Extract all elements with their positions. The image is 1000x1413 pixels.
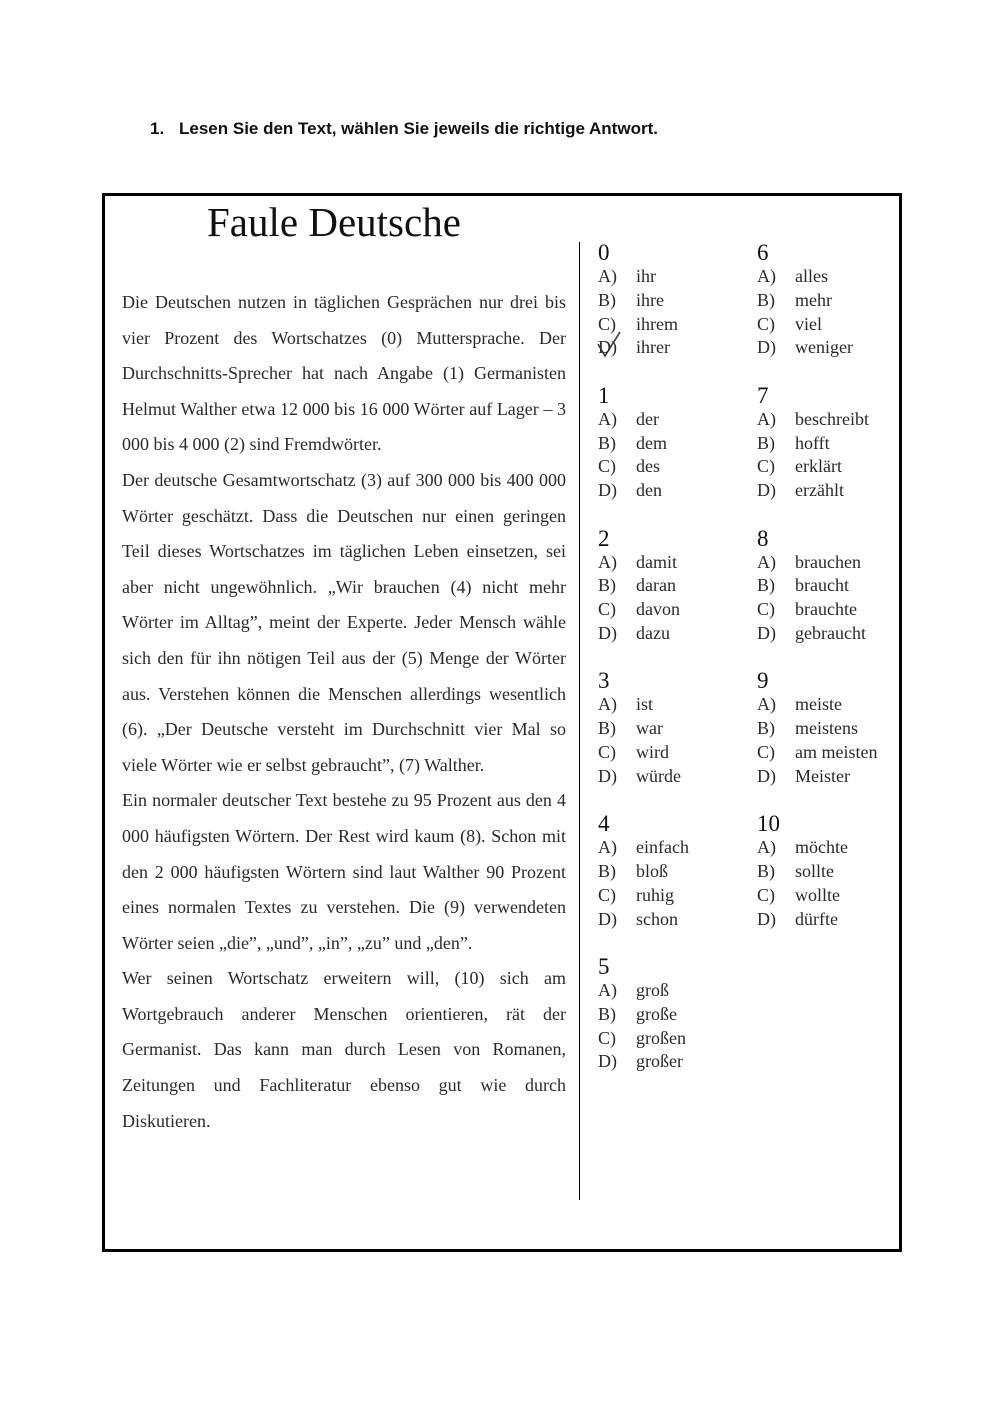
question-number: 10 [757, 811, 780, 837]
option-letter: B) [598, 718, 616, 739]
answer-option[interactable] [757, 289, 877, 313]
option-text: dürfte [795, 908, 838, 929]
answer-option[interactable] [598, 265, 689, 289]
option-text: braucht [795, 575, 849, 596]
answer-option[interactable] [757, 836, 877, 860]
question-9 [757, 668, 877, 811]
answer-option[interactable] [757, 693, 877, 717]
answer-option[interactable] [598, 860, 689, 884]
question-number: 2 [598, 525, 610, 551]
question-4 [598, 811, 689, 954]
questions-right-column [757, 240, 877, 954]
answer-option[interactable] [757, 551, 877, 575]
option-text: den [636, 480, 662, 501]
option-letter: C) [598, 741, 616, 762]
answer-option[interactable] [598, 313, 689, 337]
option-letter: B) [598, 289, 616, 310]
column-divider [579, 242, 580, 1200]
option-letter: D) [598, 1051, 617, 1072]
answer-option[interactable] [757, 313, 877, 337]
option-letter: A) [757, 551, 776, 572]
option-text: meiste [795, 694, 842, 715]
option-letter: A) [757, 837, 776, 858]
questions-left-column [598, 240, 689, 1097]
answer-option[interactable] [757, 408, 877, 432]
option-letter: C) [598, 1027, 616, 1048]
answer-option[interactable] [598, 479, 689, 503]
option-letter: C) [757, 313, 775, 334]
answer-option[interactable] [598, 598, 689, 622]
option-text: schon [636, 908, 678, 929]
instruction-number: 1. [150, 119, 165, 138]
question-7 [757, 383, 877, 526]
answer-option[interactable] [598, 836, 689, 860]
option-letter: A) [598, 694, 617, 715]
option-letter: C) [757, 884, 775, 905]
option-letter: B) [757, 860, 775, 881]
option-letter: B) [598, 1003, 616, 1024]
question-6 [757, 240, 877, 383]
question-10 [757, 811, 877, 954]
option-letter: B) [757, 289, 775, 310]
question-number: 3 [598, 668, 610, 694]
answer-option[interactable] [598, 432, 689, 456]
option-text: großer [636, 1051, 683, 1072]
answer-option[interactable] [757, 598, 877, 622]
answer-option[interactable] [598, 551, 689, 575]
option-text: sollte [795, 860, 834, 881]
option-letter: C) [757, 599, 775, 620]
article-text [122, 285, 566, 1139]
article-paragraph: Der deutsche Gesamtwortschatz (3) auf 300 000 bis 400 000 Wörter geschätzt. Dass die Deutschen nur einen geringen Teil dieses Wortschatzes im täglichen Leben einsetzen, sei aber nicht ungewöhnlich. „Wir brauchen (4) nicht mehr Wörter im Alltag”, meint der Experte. Jeder Mensch wähle sich den für ihn nötigen Teil aus der (5) Menge der Wörter aus. Verstehen können die Menschen allerdings wesentlich (6). „Der Deutsche versteht im Durchschnitt vier Mal so viele Wörter wie er selbst gebraucht”, (7) Walther. [122, 469, 566, 775]
instruction [150, 119, 658, 139]
question-3 [598, 668, 689, 811]
option-letter: A) [598, 979, 617, 1000]
question-number: 4 [598, 811, 610, 837]
question-number: 0 [598, 240, 610, 265]
answer-option[interactable] [598, 741, 689, 765]
answer-option[interactable] [598, 1050, 689, 1074]
answer-option[interactable] [598, 289, 689, 313]
answer-option[interactable] [757, 336, 877, 360]
answer-option[interactable] [598, 574, 689, 598]
article-paragraph: Wer seinen Wortschatz erweitern will, (10) sich am Wortgebrauch anderer Menschen orientieren, rät der Germanist. Das kann man durch Lesen von Romanen, Zeitungen und Fachliteratur ebenso gut wie durch Diskutieren. [122, 968, 566, 1131]
option-text: erzählt [795, 480, 844, 501]
question-1 [598, 383, 689, 526]
option-letter: A) [757, 694, 776, 715]
question-number: 5 [598, 953, 610, 979]
option-letter: C) [598, 599, 616, 620]
answer-option[interactable] [598, 1027, 689, 1051]
option-text: ruhig [636, 884, 674, 905]
option-letter: D) [598, 622, 617, 643]
answer-option[interactable] [757, 265, 877, 289]
answer-option[interactable] [598, 693, 689, 717]
answer-option[interactable] [598, 765, 689, 789]
option-text: davon [636, 599, 680, 620]
option-text: ihre [636, 289, 664, 310]
option-text: damit [636, 551, 677, 572]
option-letter: A) [598, 408, 617, 429]
option-text: gebraucht [795, 622, 866, 643]
answer-option[interactable] [757, 574, 877, 598]
option-letter: D) [757, 622, 776, 643]
option-text: viel [795, 313, 822, 334]
option-text: brauchen [795, 551, 861, 572]
question-8 [757, 526, 877, 669]
option-letter: B) [598, 575, 616, 596]
option-letter: A) [757, 266, 776, 286]
answer-option[interactable] [757, 717, 877, 741]
option-text: am meisten [795, 741, 878, 762]
answer-option[interactable] [598, 408, 689, 432]
option-letter: D) [598, 480, 617, 501]
option-text: der [636, 408, 659, 429]
option-text: großen [636, 1027, 686, 1048]
option-text: große [636, 1003, 677, 1024]
answer-option[interactable] [757, 432, 877, 456]
option-letter: D) [598, 765, 617, 786]
question-number: 1 [598, 382, 610, 408]
article-paragraph: Ein normaler deutscher Text bestehe zu 95 Prozent aus den 4 000 häufigsten Wörtern. Der Rest wird kaum (8). Schon mit den 2 000 häufigsten Wörtern sind laut Walther 90 Prozent eines normalen Textes zu verstehen. Die (9) verwendeten Wörter seien „die”, „und”, „in”, „zu” und „den”. [122, 790, 566, 953]
option-letter: C) [757, 741, 775, 762]
option-text: meistens [795, 718, 858, 739]
question-number: 6 [757, 240, 769, 265]
option-text: ihr [636, 266, 656, 286]
answer-option[interactable] [757, 908, 877, 932]
question-2 [598, 526, 689, 669]
question-number: 8 [757, 525, 769, 551]
answer-option[interactable] [757, 765, 877, 789]
option-text: dem [636, 432, 667, 453]
answer-option[interactable] [598, 336, 689, 360]
answer-option[interactable] [757, 860, 877, 884]
option-letter: B) [598, 860, 616, 881]
option-letter: D) [757, 480, 776, 501]
option-text: hofft [795, 432, 830, 453]
option-letter: D) [757, 765, 776, 786]
question-number: 9 [757, 668, 769, 694]
question-0 [598, 240, 689, 383]
answer-option[interactable] [598, 622, 689, 646]
option-letter: A) [757, 408, 776, 429]
option-letter: B) [757, 432, 775, 453]
option-letter: A) [598, 551, 617, 572]
option-text: weniger [795, 337, 853, 358]
option-letter: C) [598, 313, 616, 334]
answer-option[interactable] [757, 884, 877, 908]
option-letter: D) [757, 337, 776, 358]
option-letter: C) [598, 456, 616, 477]
answer-option[interactable] [598, 1003, 689, 1027]
option-letter: B) [598, 432, 616, 453]
option-text: beschreibt [795, 408, 869, 429]
option-text: Meister [795, 765, 850, 786]
option-text: würde [636, 765, 681, 786]
question-5 [598, 954, 689, 1097]
question-number: 7 [757, 382, 769, 408]
option-letter: C) [598, 884, 616, 905]
option-letter: D) [598, 337, 617, 358]
option-text: ihrem [636, 313, 678, 334]
option-text: erklärt [795, 456, 842, 477]
option-letter: B) [757, 718, 775, 739]
option-text: des [636, 456, 660, 477]
answer-option[interactable] [757, 622, 877, 646]
answer-option[interactable] [757, 479, 877, 503]
option-text: mehr [795, 289, 832, 310]
article-title: Faule Deutsche [207, 199, 461, 245]
answer-option[interactable] [757, 455, 877, 479]
option-text: groß [636, 979, 669, 1000]
option-text: wird [636, 741, 669, 762]
answer-option[interactable] [598, 884, 689, 908]
answer-option[interactable] [598, 979, 689, 1003]
option-text: brauchte [795, 599, 857, 620]
exercise-frame [102, 193, 902, 1252]
answer-option[interactable] [598, 908, 689, 932]
option-text: daran [636, 575, 676, 596]
answer-option[interactable] [598, 455, 689, 479]
option-letter: C) [757, 456, 775, 477]
option-text: alles [795, 266, 828, 286]
option-letter: B) [757, 575, 775, 596]
instruction-text: Lesen Sie den Text, wählen Sie jeweils die richtige Antwort. [179, 119, 658, 138]
option-letter: A) [598, 266, 617, 286]
answer-option[interactable] [757, 741, 877, 765]
option-letter: D) [757, 908, 776, 929]
option-letter: D) [598, 908, 617, 929]
option-text: möchte [795, 837, 848, 858]
answer-option[interactable] [598, 717, 689, 741]
option-text: war [636, 718, 663, 739]
option-text: ihrer [636, 337, 670, 358]
option-text: einfach [636, 837, 689, 858]
option-text: wollte [795, 884, 840, 905]
option-letter: A) [598, 837, 617, 858]
option-text: bloß [636, 860, 669, 881]
article-paragraph: Die Deutschen nutzen in täglichen Gesprächen nur drei bis vier Prozent des Wortschatzes (0) Muttersprache. Der Durchschnitts-Sprecher hat nach Angabe (1) Germanisten Helmut Walther etwa 12 000 bis 16 000 Wörter auf Lager – 3 000 bis 4 000 (2) sind Fremdwörter. [122, 292, 566, 455]
option-text: ist [636, 694, 654, 715]
option-text: dazu [636, 622, 670, 643]
